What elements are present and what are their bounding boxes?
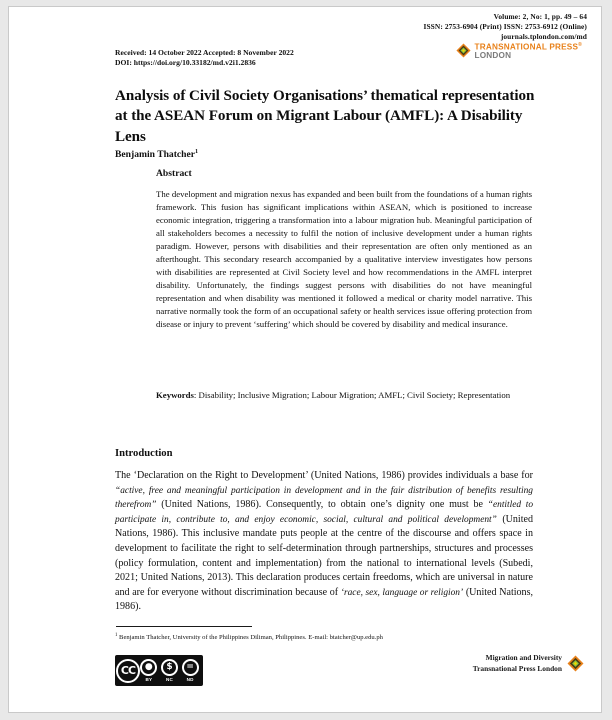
journal-masthead xyxy=(297,12,587,43)
intro-text-2: (United Nations, 1986). Consequently, to obtain one’s dignity one must be xyxy=(156,499,488,511)
footnote-text: Benjamin Thatcher, University of the Philippines Diliman, Philippines. E-mail: btatcher@up.edu.ph xyxy=(117,634,383,642)
intro-quote-3: ‘race, sex, language or religion’ xyxy=(340,587,464,598)
introduction-paragraph xyxy=(115,469,533,615)
cc-nc-label: NC xyxy=(165,676,174,682)
nd-cell xyxy=(180,658,200,684)
keywords-label: Keywords xyxy=(156,390,194,400)
registered-mark: ® xyxy=(578,42,582,48)
doi-line[interactable]: DOI: https://doi.org/10.33182/md.v2i1.2836 xyxy=(115,58,256,68)
footer-text xyxy=(473,653,562,674)
footer-diamond-logo-icon xyxy=(567,655,584,672)
footer-publisher-block xyxy=(473,653,584,674)
nc-cell xyxy=(160,658,180,684)
cc-nc-nocommercial-icon: $ xyxy=(161,659,178,676)
footnote-marker: 1 xyxy=(115,633,118,638)
logo-wordmark xyxy=(475,41,582,61)
document-page xyxy=(8,6,602,713)
footer-journal-name: Migration and Diversity xyxy=(485,653,562,662)
page-title: Analysis of Civil Society Organisations’ thematical representation at the ASEAN Forum on Migrant Labour (AMFL): A Disability Lens xyxy=(115,88,535,145)
intro-quote-1: “active, free and meaningful participation in development and in the fair distribution of benefits resulting therefrom” xyxy=(115,485,533,511)
keywords-value: : Disability; Inclusive Migration; Labour Migration; AMFL; Civil Society; Representation xyxy=(193,390,511,400)
abstract-heading: Abstract xyxy=(156,168,192,179)
volume-line: Volume: 2, No: 1, pp. 49 – 64 xyxy=(493,12,587,21)
cc-by-person-icon: ● xyxy=(140,659,157,676)
cc-by-label: BY xyxy=(145,676,153,682)
creative-commons-badge[interactable] xyxy=(115,655,203,686)
abstract-body: The development and migration nexus has expanded and been built from the foundations of a human rights framework. This fusion has significant implications within ASEAN, which is positioned to increase economic integration, triggering a transformation into a labour migration hub. Meaningful participation of all stakeholders becomes a necessity to fulfil the notion of inclusive development under a human rights paradigm. However, persons with disabilities and their representation are often only mentioned as an afterthought. This secondary research accompanied by a qualitative interview investigates how persons with disabilities are represented at Civil Society level and how recommendations in the AMFL interpret disability. Unfortunately, the findings suggest persons with disabilities do not have meaningful representation and when disability was mentioned it followed a medical or charity model narrative. This narrative normally took the form of an occupational safety or health services issue offering protection from disease or injury to prevent ‘suffering’ which should be covered by disability and medical insurance. xyxy=(156,189,532,330)
author-name xyxy=(115,148,198,160)
journal-url: journals.tplondon.com/md xyxy=(500,32,587,42)
intro-quote-2: “entitled to participate in, contribute to, and enjoy economic, social, cultural and political development” xyxy=(115,500,534,525)
cc-cell xyxy=(118,658,138,684)
cc-nd-noderivatives-icon: = xyxy=(182,659,199,676)
issn-line: ISSN: 2753-6904 (Print) ISSN: 2753-6912 (Online) xyxy=(423,22,587,32)
transnational-press-logo xyxy=(456,41,582,61)
submission-dates xyxy=(115,48,445,69)
logo-line-2: LONDON xyxy=(474,51,512,61)
footnote xyxy=(115,631,535,642)
cc-icon: CC xyxy=(116,659,140,683)
author-label: Benjamin Thatcher xyxy=(115,149,196,161)
keywords xyxy=(156,389,532,402)
author-footnote-ref[interactable]: 1 xyxy=(195,148,199,155)
section-heading-introduction: Introduction xyxy=(115,448,173,459)
footer-publisher: Transnational Press London xyxy=(472,663,562,673)
cc-nd-label: ND xyxy=(186,676,194,682)
received-accepted-line: Received: 14 October 2022 Accepted: 8 November 2022 xyxy=(115,48,294,57)
intro-text-4: (United Nations, 1986). xyxy=(115,586,533,613)
footnote-separator xyxy=(116,626,252,627)
intro-text-1: The ‘Declaration on the Right to Development’ (United Nations, 1986) provides individuals a base for xyxy=(115,470,533,481)
logo-line-1: TRANSNATIONAL PRESS® xyxy=(474,42,582,52)
by-cell xyxy=(139,658,159,684)
diamond-logo-icon xyxy=(456,43,471,58)
intro-text-3: (United Nations, 1986). This inclusive mandate puts people at the centre of the discourse and offers space in development to facilitate the right to self-determination through partnerships, structures and processes (policy formulation, content and implementation) from the national to international levels (Subedi, 2021; United Nations, 2013). This declaration produces certain freedoms, which are universal in nature and are for everyone without discrimination because of xyxy=(115,513,534,598)
